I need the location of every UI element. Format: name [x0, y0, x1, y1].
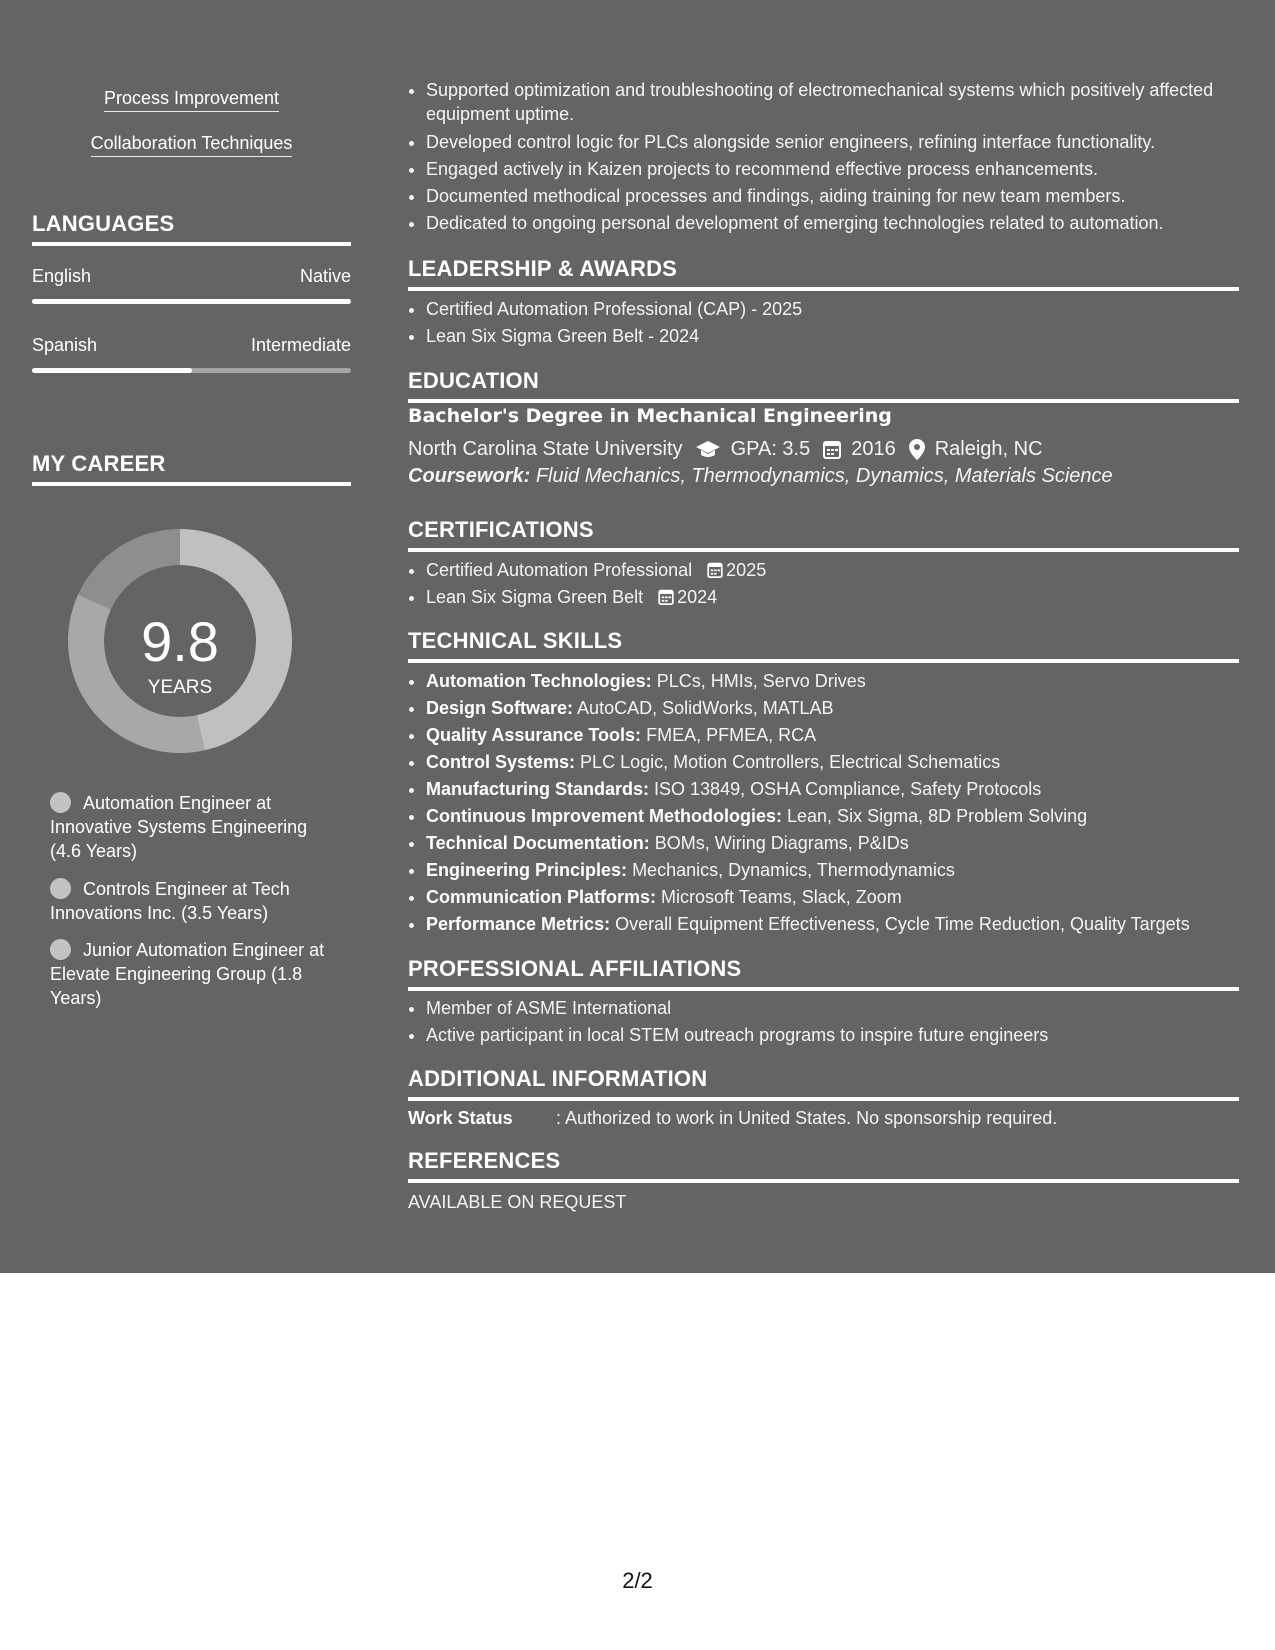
technical-skill-item — [426, 668, 1256, 695]
work-status-label: Work Status — [408, 1108, 513, 1128]
affiliations-list — [408, 995, 1246, 1049]
certification-name: Certified Automation Professional — [426, 560, 693, 580]
skill-category: Technical Documentation: — [426, 833, 650, 853]
language-name: English — [32, 266, 92, 286]
skill-category: Quality Assurance Tools: — [426, 725, 642, 745]
graduation-cap-icon — [695, 439, 721, 459]
skill-tag[interactable] — [32, 133, 351, 154]
certification-year: 2024 — [677, 587, 718, 607]
skill-values: Mechanics, Dynamics, Thermodynamics — [632, 860, 955, 880]
skill-tag[interactable] — [32, 88, 351, 109]
leadership-list — [408, 296, 1246, 350]
skill-category: Design Software: — [426, 698, 574, 718]
skill-category: Manufacturing Standards: — [426, 779, 650, 799]
location-pin-icon — [909, 439, 925, 460]
education-location: Raleigh, NC — [934, 438, 1043, 460]
experience-bullet: • Documented methodical processes and findings, aiding training for new team members. — [426, 183, 1246, 210]
technical-skill-item — [426, 722, 1256, 749]
skill-values: PLC Logic, Motion Controllers, Electrical Schematics — [580, 752, 1001, 772]
technical-skill-item — [426, 695, 1256, 722]
career-heading: MY CAREER — [32, 451, 351, 486]
technical-skill-item — [426, 830, 1256, 857]
coursework-label: Coursework: — [408, 465, 531, 487]
career-dot-icon — [50, 878, 71, 899]
education-details — [408, 434, 1239, 464]
certification-item — [426, 584, 1246, 611]
skill-values: ISO 13849, OSHA Compliance, Safety Protocols — [654, 779, 1042, 799]
skill-values: BOMs, Wiring Diagrams, P&IDs — [654, 833, 909, 853]
skill-category: Continuous Improvement Methodologies: — [426, 806, 782, 826]
technical-skill-item — [426, 803, 1256, 830]
affiliation-item: • Active participant in local STEM outreach programs to inspire future engineers — [426, 1022, 1246, 1049]
page-number: 2/2 — [622, 1568, 653, 1593]
technical-skills-heading: TECHNICAL SKILLS — [408, 628, 1239, 663]
gpa: GPA: 3.5 — [730, 438, 811, 460]
technical-skill-item — [426, 884, 1256, 911]
experience-bullets — [408, 78, 1246, 237]
technical-skills-list — [408, 668, 1256, 938]
experience-bullet: • Dedicated to ongoing personal development of emerging technologies related to automation. — [426, 210, 1246, 237]
languages-heading: LANGUAGES — [32, 211, 351, 246]
calendar-icon — [707, 561, 723, 578]
skill-category: Automation Technologies: — [426, 671, 652, 691]
language-spanish — [32, 335, 351, 373]
references-heading: REFERENCES — [408, 1148, 1239, 1183]
technical-skill-item — [426, 749, 1256, 776]
career-unit: YEARS — [147, 677, 213, 698]
coursework — [408, 465, 1239, 488]
skill-values: Microsoft Teams, Slack, Zoom — [661, 887, 902, 907]
graduation-year: 2016 — [851, 438, 896, 460]
affiliation-item: • Member of ASME International — [426, 995, 1246, 1022]
additional-info-heading: ADDITIONAL INFORMATION — [408, 1066, 1239, 1101]
skill-tag-label: Process Improvement — [104, 88, 279, 112]
proficiency-fill — [32, 299, 351, 304]
career-total: 9.8 — [141, 610, 219, 673]
career-dot-icon — [50, 939, 71, 960]
skill-tag-label: Collaboration Techniques — [91, 133, 293, 157]
career-item-text: Junior Automation Engineer at Elevate Engineering Group (1.8 Years) — [50, 940, 325, 1008]
work-status-row — [408, 1108, 1239, 1129]
proficiency-bar — [32, 368, 351, 373]
leadership-item: • Certified Automation Professional (CAP) - 2025 — [426, 296, 1246, 323]
skill-category: Engineering Principles: — [426, 860, 628, 880]
technical-skill-item — [426, 776, 1256, 803]
career-item — [50, 791, 330, 863]
skill-values: Lean, Six Sigma, 8D Problem Solving — [787, 806, 1088, 826]
calendar-icon — [823, 439, 841, 459]
certification-item — [426, 557, 1246, 584]
technical-skill-item — [426, 857, 1256, 884]
proficiency-bar — [32, 299, 351, 304]
career-item-text: Automation Engineer at Innovative Systems Engineering (4.6 Years) — [50, 793, 308, 861]
affiliations-heading: PROFESSIONAL AFFILIATIONS — [408, 956, 1239, 991]
skill-values: FMEA, PFMEA, RCA — [646, 725, 817, 745]
experience-bullet: • Engaged actively in Kaizen projects to recommend effective process enhancements. — [426, 156, 1246, 183]
career-item — [50, 938, 330, 1010]
skill-values: AutoCAD, SolidWorks, MATLAB — [577, 698, 834, 718]
coursework-list: Fluid Mechanics, Thermodynamics, Dynamics, Materials Science — [535, 465, 1113, 487]
leadership-item: • Lean Six Sigma Green Belt - 2024 — [426, 323, 1246, 350]
language-english — [32, 266, 351, 304]
career-item-text: Controls Engineer at Tech Innovations Inc. (3.5 Years) — [50, 879, 290, 923]
experience-bullet: • Supported optimization and troubleshooting of electromechanical systems which positively affected equipment uptime. — [426, 78, 1246, 126]
proficiency-fill — [32, 368, 192, 373]
skill-category: Performance Metrics: — [426, 914, 611, 934]
language-level: Native — [299, 266, 351, 286]
career-donut-chart — [65, 526, 295, 756]
career-item — [50, 877, 330, 925]
certifications-list — [408, 557, 1246, 611]
language-level: Intermediate — [250, 335, 351, 355]
education-heading: EDUCATION — [408, 368, 1239, 403]
school-name: North Carolina State University — [408, 438, 683, 460]
experience-bullet: • Developed control logic for PLCs alongside senior engineers, refining interface functionality. — [426, 129, 1246, 156]
skill-category: Control Systems: — [426, 752, 576, 772]
references-text: AVAILABLE ON REQUEST — [408, 1192, 627, 1212]
certifications-heading: CERTIFICATIONS — [408, 517, 1239, 552]
certification-name: Lean Six Sigma Green Belt — [426, 587, 644, 607]
certification-year: 2025 — [726, 560, 767, 580]
skill-category: Communication Platforms: — [426, 887, 657, 907]
skill-values: PLCs, HMIs, Servo Drives — [656, 671, 866, 691]
career-dot-icon — [50, 792, 71, 813]
leadership-heading: LEADERSHIP & AWARDS — [408, 256, 1239, 291]
work-status-value: : Authorized to work in United States. No sponsorship required. — [556, 1108, 1058, 1128]
language-name: Spanish — [32, 335, 98, 355]
calendar-icon — [658, 588, 674, 605]
skill-values: Overall Equipment Effectiveness, Cycle Time Reduction, Quality Targets — [615, 914, 1190, 934]
degree-title: Bachelor's Degree in Mechanical Engineering — [408, 405, 892, 427]
technical-skill-item — [426, 911, 1256, 938]
